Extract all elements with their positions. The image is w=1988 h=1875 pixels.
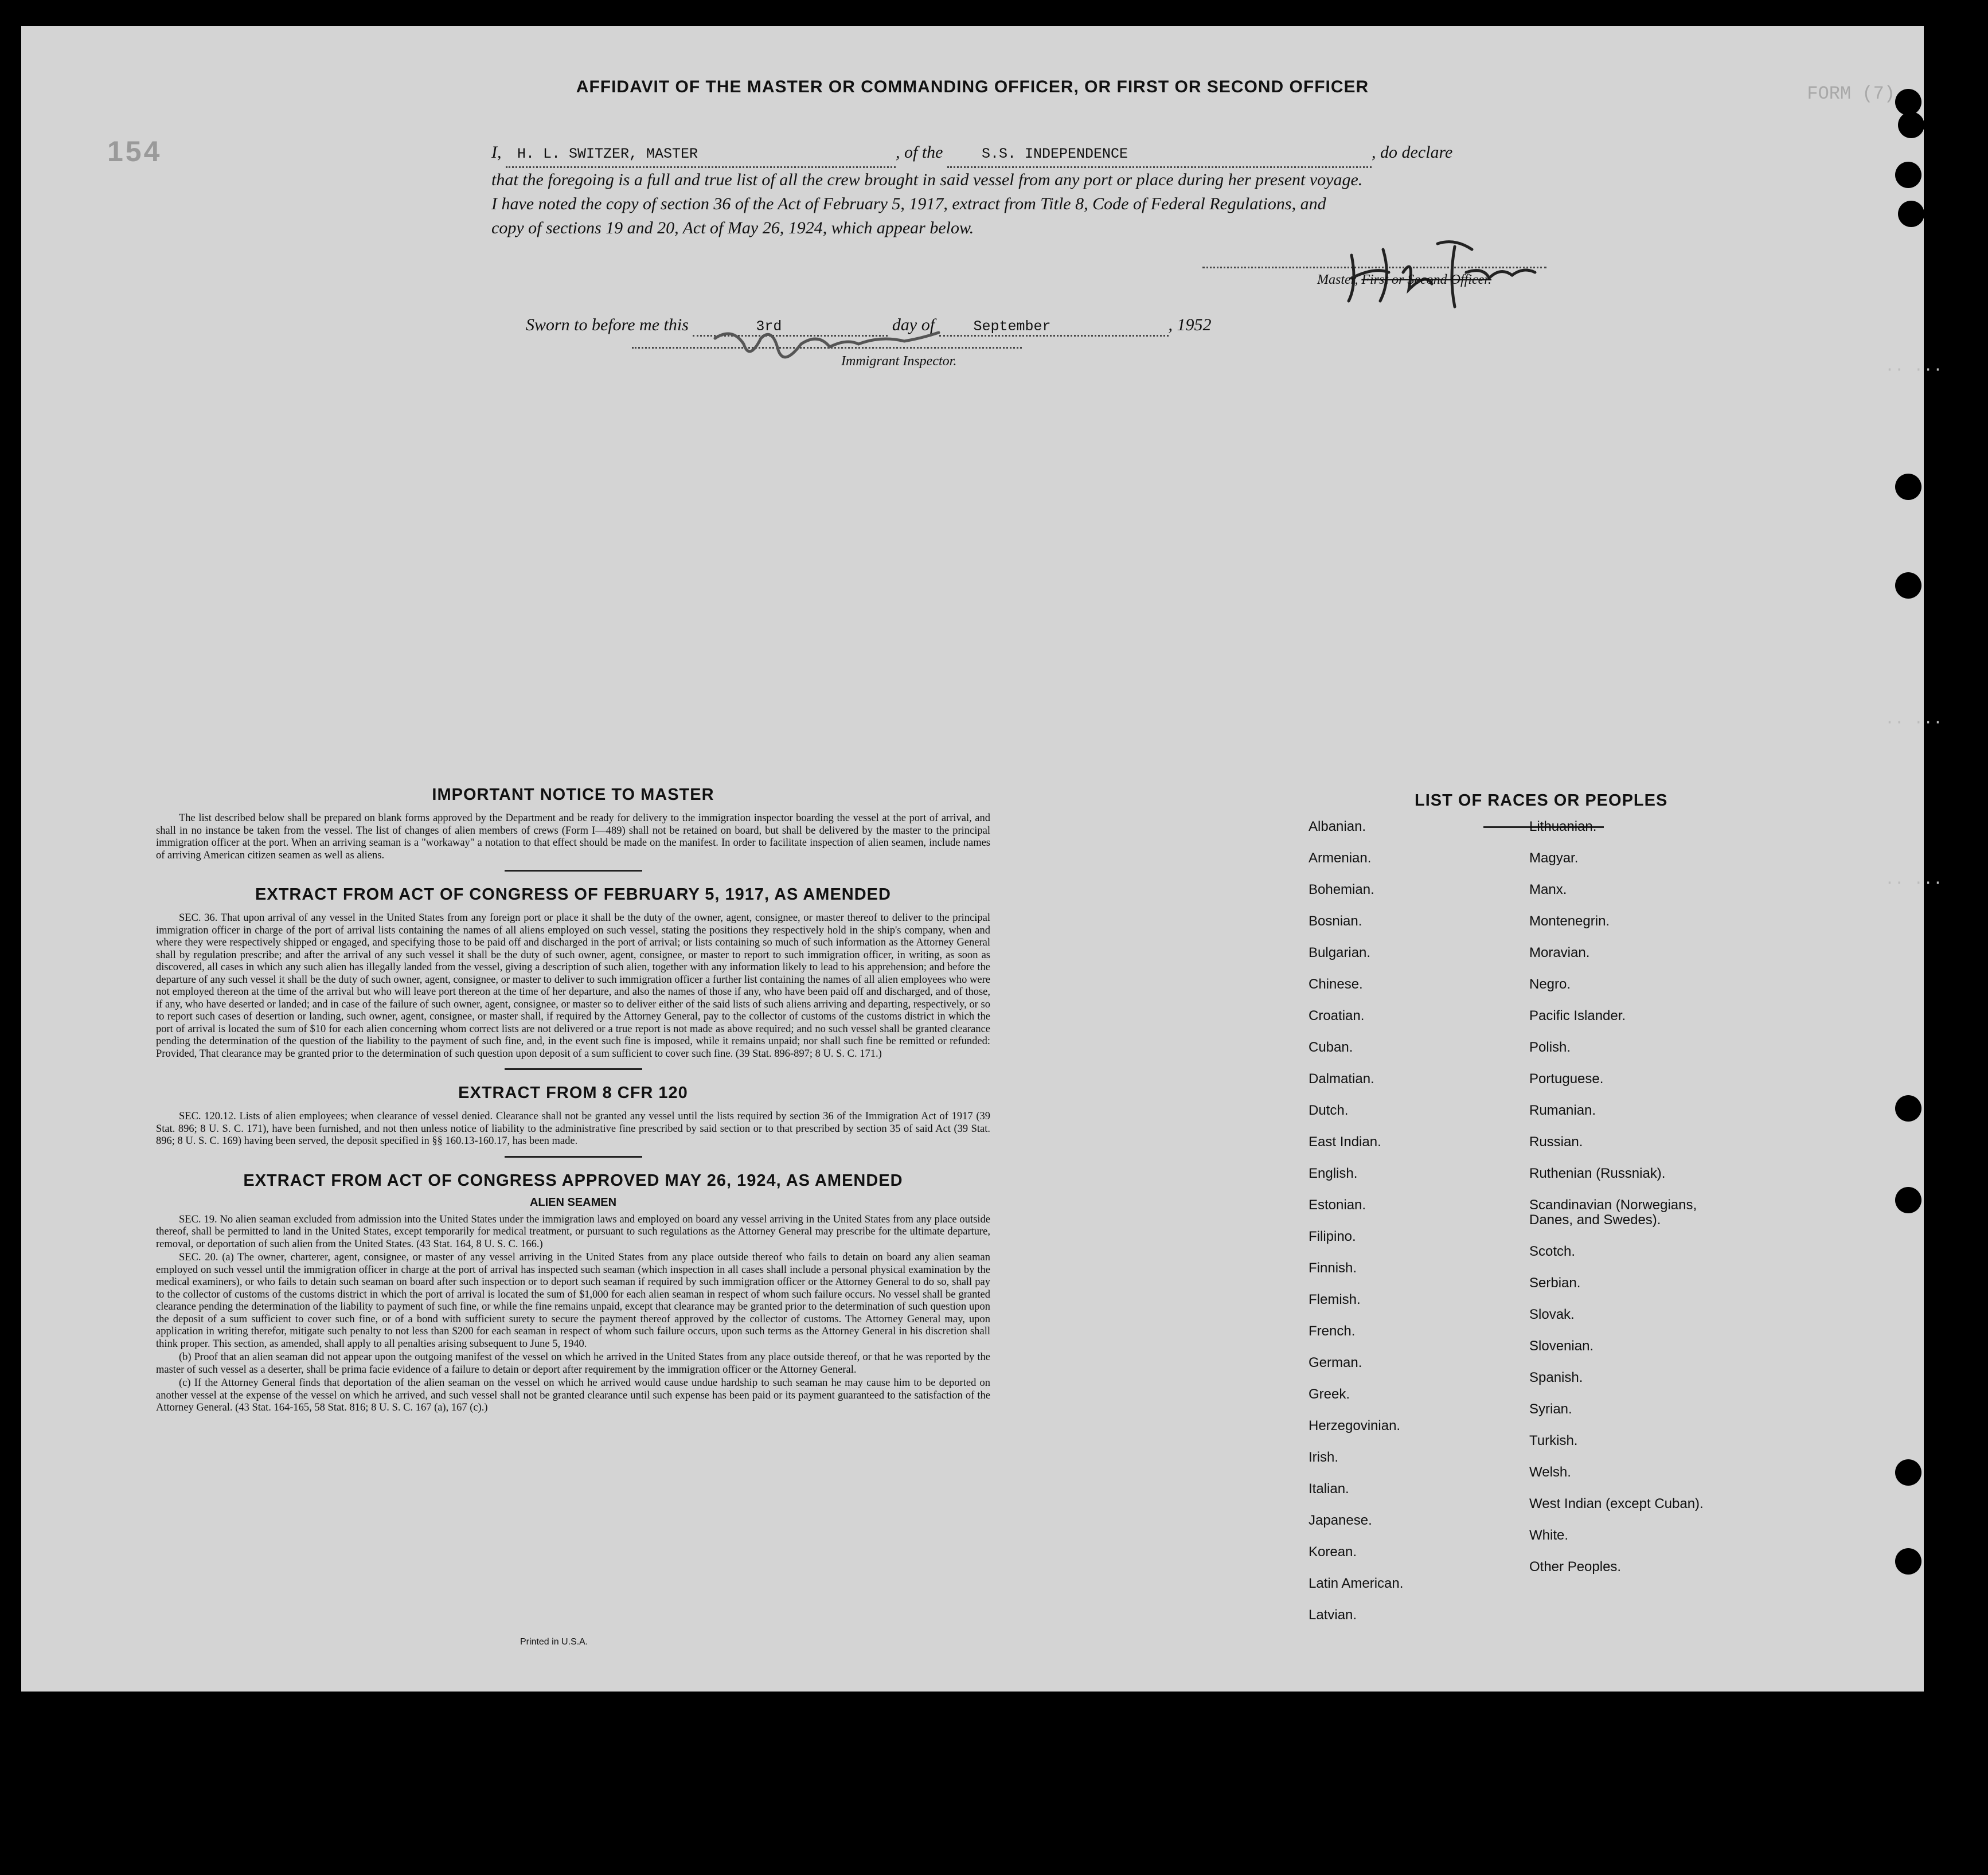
race-item: Scandinavian (Norwegians,: [1529, 1197, 1697, 1213]
punch-hole: [1895, 572, 1921, 599]
affidavit-title: AFFIDAVIT OF THE MASTER OR COMMANDING OFFICER, OR FIRST OR SECOND OFFICER: [576, 77, 1369, 96]
document-page: 154 FORM (7) AFFIDAVIT OF THE MASTER OR COMMANDING OFFICER, OR FIRST OR SECOND OFFICER I, H. L. SWITZER, MASTER , of the S.S. INDEPENDENCE , do declare that the foregoing is a full and true list of all the crew brought in said vessel from any port or place during her present voyage. I have noted the copy of section 36 of the Act of February 5, 1917, extract from Title 8, Code of Federal Regulations, and copy of sections 19 and 20, Act of May 26, 1924, which appear below. Master, First or Second Officer. Sworn to before me this 3rd day of September , 1952 Immigrant Inspector. IMPORTANT NOTICE TO MASTER The list described below shall be prepared on blank forms approved by the Department and be ready for delivery to the immigration inspector boarding the vessel at the port of arrival, and shall in no instance be taken from the vessel. The list of changes of alien members of crews (Form I—489) shall not be retained on board, but shall be delivered by the master to the principal immigration officer at the port. When an arriving seaman is a "workaway" a notation to that effect should be made on the manifest. In order to facilitate inspection of alien seamen, include names of arriving American citizen seamen as well as aliens. EXTRACT FROM ACT OF CONGRESS OF FEBRUARY 5, 1917, AS AMENDED SEC. 36. That upon arrival of any vessel in the United States from any foreign port or place it shall be the duty of the owner, agent, consignee, or master thereof to deliver to the principal immigration officer in charge of the port of arrival lists containing the names of all aliens employed on such vessel, stating the positions they respectively hold in the ship's company, when and where they were respectively shipped or engaged, and specifying those to be paid off and discharged in the port of arrival; or lists containing so much of such information as the Attorney General shall by regulation prescribe; and after the arrival of any such vessel it shall be the duty of such owner, agent, consignee, or master to report to such immigration officer, in writing, as soon as discovered, all cases in which any such alien has illegally landed from the vessel, giving a description of such alien, together with any information likely to lead to his apprehension; and before the departure of any such vessel it shall be the duty of such owner, agent, consignee, or master to deliver to such immigration officer a further list containing the names of all alien employees who were not employed thereon at the time of the arrival but who will leave port thereon at the time of her departure, and also the names of those if any, who have been paid off and discharged, and of those, if any, who have deserted or landed; and in case of the failure of such owner, agent, consignee, or master so to deliver either of the said lists of such aliens arriving and departing, respectively, or so to report such cases of desertion or landing, such owner, agent, consignee, or master shall, if required by the Attorney General, pay to the collector of customs of the customs district in which the port of arrival is located the sum of $10 for each alien concerning whom correct lists are not delivered or a true report is not made as above required; and no such vessel shall be granted clearance pending the determination of the question of the liability to the payment of such fine, and, in the event such fine is imposed, while it remains unpaid; nor shall such fine be remitted or refunded: Provided, That clearance may be granted prior to the determination of such question upon deposit of a sum sufficient to cover such fine. (39 Stat. 896-897; 8 U. S. C. 171.) EXTRACT FROM 8 CFR 120 SEC. 120.12. Lists of alien employees; when clearance of vessel denied. Clearance shall not be granted any vessel until the lists required by section 36 of the Immigration Act of 1917 (39 Stat. 896; 8 U. S. C. 171), have been furnished, and not then unless notice of liability to the administrative fine prescribed by said section or to that prescribed by section 35 of said Act (39 Stat. 896; 8 U. S. C. 169) having been served, the deposit specified in §§ 160.13-160.17, has been made. EXTRACT FROM ACT OF CONGRESS APPROVED MAY 26, 1924, AS AMENDED ALIEN SEAMEN SEC. 19. No alien seaman excluded from admission into the United States under the immigration laws and employed on board any vessel arriving in the United States from any place outside thereof, shall be permitted to land in the United States, except temporarily for medical treatment, or pursuant to such regulations as the Attorney General may prescribe for the ultimate departure, removal, or deportation of such alien from the United States. (43 Stat. 164, 8 U. S. C. 166.) SEC. 20. (a) The owner, charterer, agent, consignee, or master of any vessel arriving in the United States from any place outside thereof who fails to detain on board any alien seaman employed on such vessel until the immigration officer in charge at the port of arrival has inspected such seaman (which inspection in all cases shall include a personal physical examination by the medical examiners), or who fails to detain such seaman on board after such inspection or to deport such seaman if required by such immigration officer or the Attorney General to do so, shall pay to the collector of customs of the customs district in which the port of arrival is located the sum of $1,000 for each alien seaman in respect of whom such failure occurs. No vessel shall be granted clearance pending the determination of the liability to payment of such fine, or while the fine remains unpaid, except that clearance may be granted prior to the determination of such question upon the deposit of a sum sufficient to cover such fine, or of a bond with sufficient surety to secure the payment thereof approved by the collector of customs. The Attorney General may, upon application in writing therefor, mitigate such penalty to not less than $200 for each seaman in respect of whom such failure occurs, upon such terms as the Attorney General in his discretion shall think proper. This section, as amended, shall apply to all penalties arising subsequent to June 5, 1940. (b) Proof that an alien seaman did not appear upon the outgoing manifest of the vessel on which he arrived in the United States from any place outside thereof, or that he was reported by the master of such vessel as a deserter, shall be prima facie evidence of a failure to detain or deport after requirement by the immigration officer or the Attorney General. (c) If the Attorney General finds that deportation of the alien seaman on the vessel on which he arrived would cause undue hardship to such seaman he may cause him to be deported on another vessel at the expense of the vessel on which he arrived, and such vessel shall not be granted clearance until such expense has been paid or its payment guaranteed to the satisfaction of the Attorney General. (43 Stat. 164-165, 58 Stat. 816; 8 U. S. C. 167 (a), 167 (c).) Printed in U.S.A. LIST OF RACES OR PEOPLES Albanian. Armenian. Bohemian. Bosnian. Bulgarian. Chinese. Croatian. Cuban. Dalmatian. Dutch. East Indian. English. Estonian. Filipino. Finnish. Flemish. French. German. Greek. Herzegovinian. Irish. Italian. Japanese. Korean. Latin American. Latvian. Lithuanian. Magyar. Manx. Montenegrin. Moravian. Negro. Pacific Islander. Polish. Portuguese. Rumanian. Russian. Ruthenian (Russniak). Scandinavian (Norwegians, Danes, and Swedes). Scotch. Serbian. Slovak. Slovenian. Spanish. Syrian. Turkish. Welsh. West Indian (except Cuban). White. Other Peoples. ·· ··· ·· ··· ·· ···: [21, 26, 1924, 1692]
printed-in-usa: Printed in U.S.A.: [520, 1637, 588, 1647]
race-item: Bosnian.: [1309, 913, 1362, 929]
sworn-month-field: September: [939, 318, 1169, 337]
race-item: German.: [1309, 1355, 1362, 1370]
extract-cfr-text: SEC. 120.12. Lists of alien employees; when clearance of vessel denied. Clearance shall not be granted any vessel until the lists required by section 36 of the Immigration Act of 1917 (39 Stat. 896; 8 U. S. C. 171), have been furnished, and not then unless notice of liability to the administrative fine prescribed by said section or to that prescribed by section 35 of said Act (39 Stat. 896; 8 U. S. C. 169) having been served, the deposit specified in §§ 160.13-160.17, has been made.: [156, 1111, 990, 1147]
race-item: Dutch.: [1309, 1103, 1349, 1118]
declaration-line-3: I have noted the copy of section 36 of the Act of February 5, 1917, extract from Title 8, Code of Federal Regulations, and: [491, 194, 1326, 213]
race-item: Ruthenian (Russniak).: [1529, 1166, 1666, 1181]
inspector-caption: Immigrant Inspector.: [841, 354, 957, 369]
declaration-line-2: that the foregoing is a full and true list of all the crew brought in said vessel from any port or place during her present voyage.: [491, 170, 1363, 189]
extract-1917-title: EXTRACT FROM ACT OF CONGRESS OF FEBRUARY 5, 1917, AS AMENDED: [255, 885, 891, 904]
sworn-prefix: Sworn to before me this: [526, 315, 689, 334]
race-item: Estonian.: [1309, 1197, 1366, 1213]
race-item: Turkish.: [1529, 1433, 1578, 1448]
race-item: White.: [1529, 1528, 1569, 1543]
race-item: Montenegrin.: [1529, 913, 1610, 929]
master-caption: [1317, 272, 1491, 288]
sworn-year: , 1952: [1168, 315, 1212, 334]
races-title: LIST OF RACES OR PEOPLES: [1415, 791, 1668, 810]
race-item: Filipino.: [1309, 1229, 1356, 1244]
race-item: Bulgarian.: [1309, 945, 1371, 960]
master-caption-label: Master,: [1317, 272, 1358, 287]
punch-hole: [1895, 1459, 1921, 1486]
race-item: Portuguese.: [1529, 1071, 1604, 1087]
race-item: Korean.: [1309, 1544, 1357, 1560]
race-item: Syrian.: [1529, 1401, 1572, 1417]
extract-1924-subtitle: ALIEN SEAMEN: [529, 1196, 617, 1209]
race-item: English.: [1309, 1166, 1358, 1181]
race-item: Other Peoples.: [1529, 1559, 1622, 1575]
race-item: Croatian.: [1309, 1008, 1365, 1024]
punch-hole: [1895, 162, 1921, 188]
punch-hole: [1895, 89, 1921, 115]
race-item: Dalmatian.: [1309, 1071, 1374, 1087]
race-item: Spanish.: [1529, 1370, 1583, 1385]
divider: [505, 1068, 642, 1070]
race-item: Negro.: [1529, 976, 1571, 992]
race-item: West Indian (except Cuban).: [1529, 1496, 1704, 1511]
race-item: Albanian.: [1309, 819, 1366, 834]
race-item: Italian.: [1309, 1481, 1349, 1497]
race-item: Serbian.: [1529, 1275, 1581, 1291]
race-item: Latvian.: [1309, 1607, 1357, 1623]
sworn-day-field: 3rd: [693, 318, 888, 337]
declare-label: , do declare: [1372, 143, 1453, 162]
edge-note: FORM (7): [1807, 83, 1895, 104]
race-item: Greek.: [1309, 1386, 1350, 1402]
race-item: Danes, and Swedes).: [1529, 1212, 1661, 1228]
race-item: Polish.: [1529, 1040, 1571, 1055]
declaration-prefix: I,: [491, 143, 502, 162]
race-item: Lithuanian.: [1529, 819, 1597, 834]
extract-1924-sec20a: SEC. 20. (a) The owner, charterer, agent, consignee, or master of any vessel arriving in the United States from any place outside thereof who fails to detain on board any alien seaman employed on such vessel until the immigration officer in charge at the port of arrival has inspected such seaman (which inspection in all cases shall include a personal physical examination by the medical examiners), or who fails to detain such seaman on board after such inspection or to deport such seaman if required by such immigration officer or the Attorney General to do so, shall pay to the collector of customs of the customs district in which the port of arrival is located the sum of $1,000 for each alien seaman in respect of whom such failure occurs. No vessel shall be granted clearance pending the determination of the liability to payment of such fine, or while the fine remains unpaid, except that clearance may be granted prior to the determination of such question upon the deposit of a sum sufficient to cover such fine, or of a bond with sufficient surety to secure the payment thereof approved by the collector of customs. The Attorney General may, upon application in writing therefor, mitigate such penalty to not less than $200 for each seaman in respect of whom such failure occurs, upon such terms as the Attorney General in his discretion shall think proper. This section, as amended, shall apply to all penalties arising subsequent to June 5, 1940.: [156, 1252, 990, 1350]
race-item: French.: [1309, 1323, 1356, 1339]
vessel-name-field: S.S. INDEPENDENCE: [947, 142, 1372, 168]
race-item: East Indian.: [1309, 1134, 1381, 1150]
punch-hole: [1895, 1095, 1921, 1122]
race-item: Scotch.: [1529, 1244, 1576, 1259]
race-item: Rumanian.: [1529, 1103, 1596, 1118]
race-item: Japanese.: [1309, 1513, 1372, 1528]
race-item: Latin American.: [1309, 1576, 1404, 1591]
race-item: Herzegovinian.: [1309, 1418, 1401, 1433]
notice-title: IMPORTANT NOTICE TO MASTER: [432, 786, 714, 804]
race-item: Cuban.: [1309, 1040, 1353, 1055]
punch-hole: [1898, 201, 1924, 227]
master-name-field: H. L. SWITZER, MASTER: [506, 142, 896, 168]
race-item: Manx.: [1529, 882, 1567, 897]
extract-1917-text: SEC. 36. That upon arrival of any vessel in the United States from any foreign port or place it shall be the duty of the owner, agent, consignee, or master thereof to deliver to the principal immigration officer in charge of the port of arrival lists containing the names of all aliens employed on such vessel, stating the positions they respectively hold in the ship's company, when and where they were respectively shipped or engaged, and specifying those to be paid off and discharged in the port of arrival; or lists containing so much of such information as the Attorney General shall by regulation prescribe; and after the arrival of any such vessel it shall be the duty of such owner, agent, consignee, or master to report to such immigration officer, in writing, as soon as discovered, all cases in which any such alien has illegally landed from the vessel, giving a description of such alien, together with any information likely to lead to his apprehension; and before the departure of any such vessel it shall be the duty of such owner, agent, consignee, or master to deliver to such immigration officer a further list containing the names of all alien employees who were not employed thereon at the time of the arrival but who will leave port thereon at the time of her departure, and also the names of those if any, who have been paid off and discharged, and of those, if any, who have deserted or landed; and in case of the failure of such owner, agent, consignee, or master so to deliver either of the said lists of such aliens arriving and departing, respectively, or so to report such cases of desertion or landing, such owner, agent, consignee, or master shall, if required by the Attorney General, pay to the collector of customs of the customs district in which the port of arrival is located the sum of $10 for each alien concerning whom correct lists are not delivered or a true report is not made as above required; and no such vessel shall be granted clearance pending the determination of the question of the liability to the payment of such fine, and, in the event such fine is imposed, while it remains unpaid; nor shall such fine be remitted or refunded: Provided, That clearance may be granted prior to the determination of such question upon deposit of a sum sufficient to cover such fine. (39 Stat. 896-897; 8 U. S. C. 171.): [156, 912, 990, 1060]
extract-1924-sec19: SEC. 19. No alien seaman excluded from admission into the United States under the immigration laws and employed on board any vessel arriving in the United States from any place outside thereof, shall be permitted to land in the United States, except temporarily for medical treatment, or pursuant to such regulations as the Attorney General may prescribe for the ultimate departure, removal, or deportation of such alien from the United States. (43 Stat. 164, 8 U. S. C. 166.): [156, 1213, 990, 1250]
legal-extracts: [156, 786, 990, 1416]
race-item: Magyar.: [1529, 850, 1579, 866]
declaration-line-1: [491, 140, 1581, 168]
race-item: Pacific Islander.: [1529, 1008, 1626, 1024]
punch-hole: [1898, 112, 1924, 138]
race-item: Moravian.: [1529, 945, 1590, 960]
race-item: Slovak.: [1529, 1307, 1575, 1322]
punch-hole: [1895, 1548, 1921, 1575]
race-item: Slovenian.: [1529, 1338, 1594, 1354]
race-item: Armenian.: [1309, 850, 1372, 866]
race-item: Bohemian.: [1309, 882, 1374, 897]
race-item: Welsh.: [1529, 1464, 1571, 1480]
extract-1924-sec20c: (c) If the Attorney General finds that deportation of the alien seaman on the vessel on which he arrived would cause undue hardship to such seaman he may cause him to be deported on another vessel at the expense of the vessel on which he arrived, and such vessel shall not be granted clearance until such expense has been paid or its payment guaranteed to the satisfaction of the Attorney General. (43 Stat. 164-165, 58 Stat. 816; 8 U. S. C. 167 (a), 167 (c).): [156, 1377, 990, 1413]
divider: [505, 870, 642, 872]
day-of-label: day of: [892, 315, 935, 334]
extract-1924-sec20b: (b) Proof that an alien seaman did not appear upon the outgoing manifest of the vessel on which he arrived in the United States from any place outside thereof, or that he was reported by the master of such vessel as a deserter, shall be prima facie evidence of a failure to detain or deport after requirement by the immigration officer or the Attorney General.: [156, 1351, 990, 1376]
declaration: [491, 140, 1581, 240]
race-item: Chinese.: [1309, 976, 1363, 992]
divider: [505, 1156, 642, 1158]
extract-1924-title: EXTRACT FROM ACT OF CONGRESS APPROVED MAY 26, 1924, AS AMENDED: [243, 1171, 903, 1190]
race-item: Finnish.: [1309, 1260, 1357, 1276]
declaration-line-4: copy of sections 19 and 20, Act of May 26, 1924, which appear below.: [491, 218, 974, 237]
race-item: Flemish.: [1309, 1292, 1361, 1307]
officer-caption-struck: First or Second Officer.: [1361, 272, 1491, 287]
punch-hole: [1895, 474, 1921, 500]
stamp-number: 154: [107, 135, 162, 167]
of-the-label: , of the: [896, 143, 943, 162]
race-item: Russian.: [1529, 1134, 1583, 1150]
notice-text: The list described below shall be prepared on blank forms approved by the Department and be ready for delivery to the immigration inspector boarding the vessel at the port of arrival, and shall in no instance be taken from the vessel. The list of changes of alien members of crews (Form I—489) shall not be retained on board, but shall be delivered by the master to the principal immigration officer at the port. When an arriving seaman is a "workaway" a notation to that effect should be made on the manifest. In order to facilitate inspection of alien seamen, include names of arriving American citizen seamen as well as aliens.: [156, 812, 990, 861]
extract-cfr-title: EXTRACT FROM 8 CFR 120: [458, 1084, 688, 1102]
punch-hole: [1895, 1187, 1921, 1213]
race-item: Irish.: [1309, 1450, 1339, 1465]
